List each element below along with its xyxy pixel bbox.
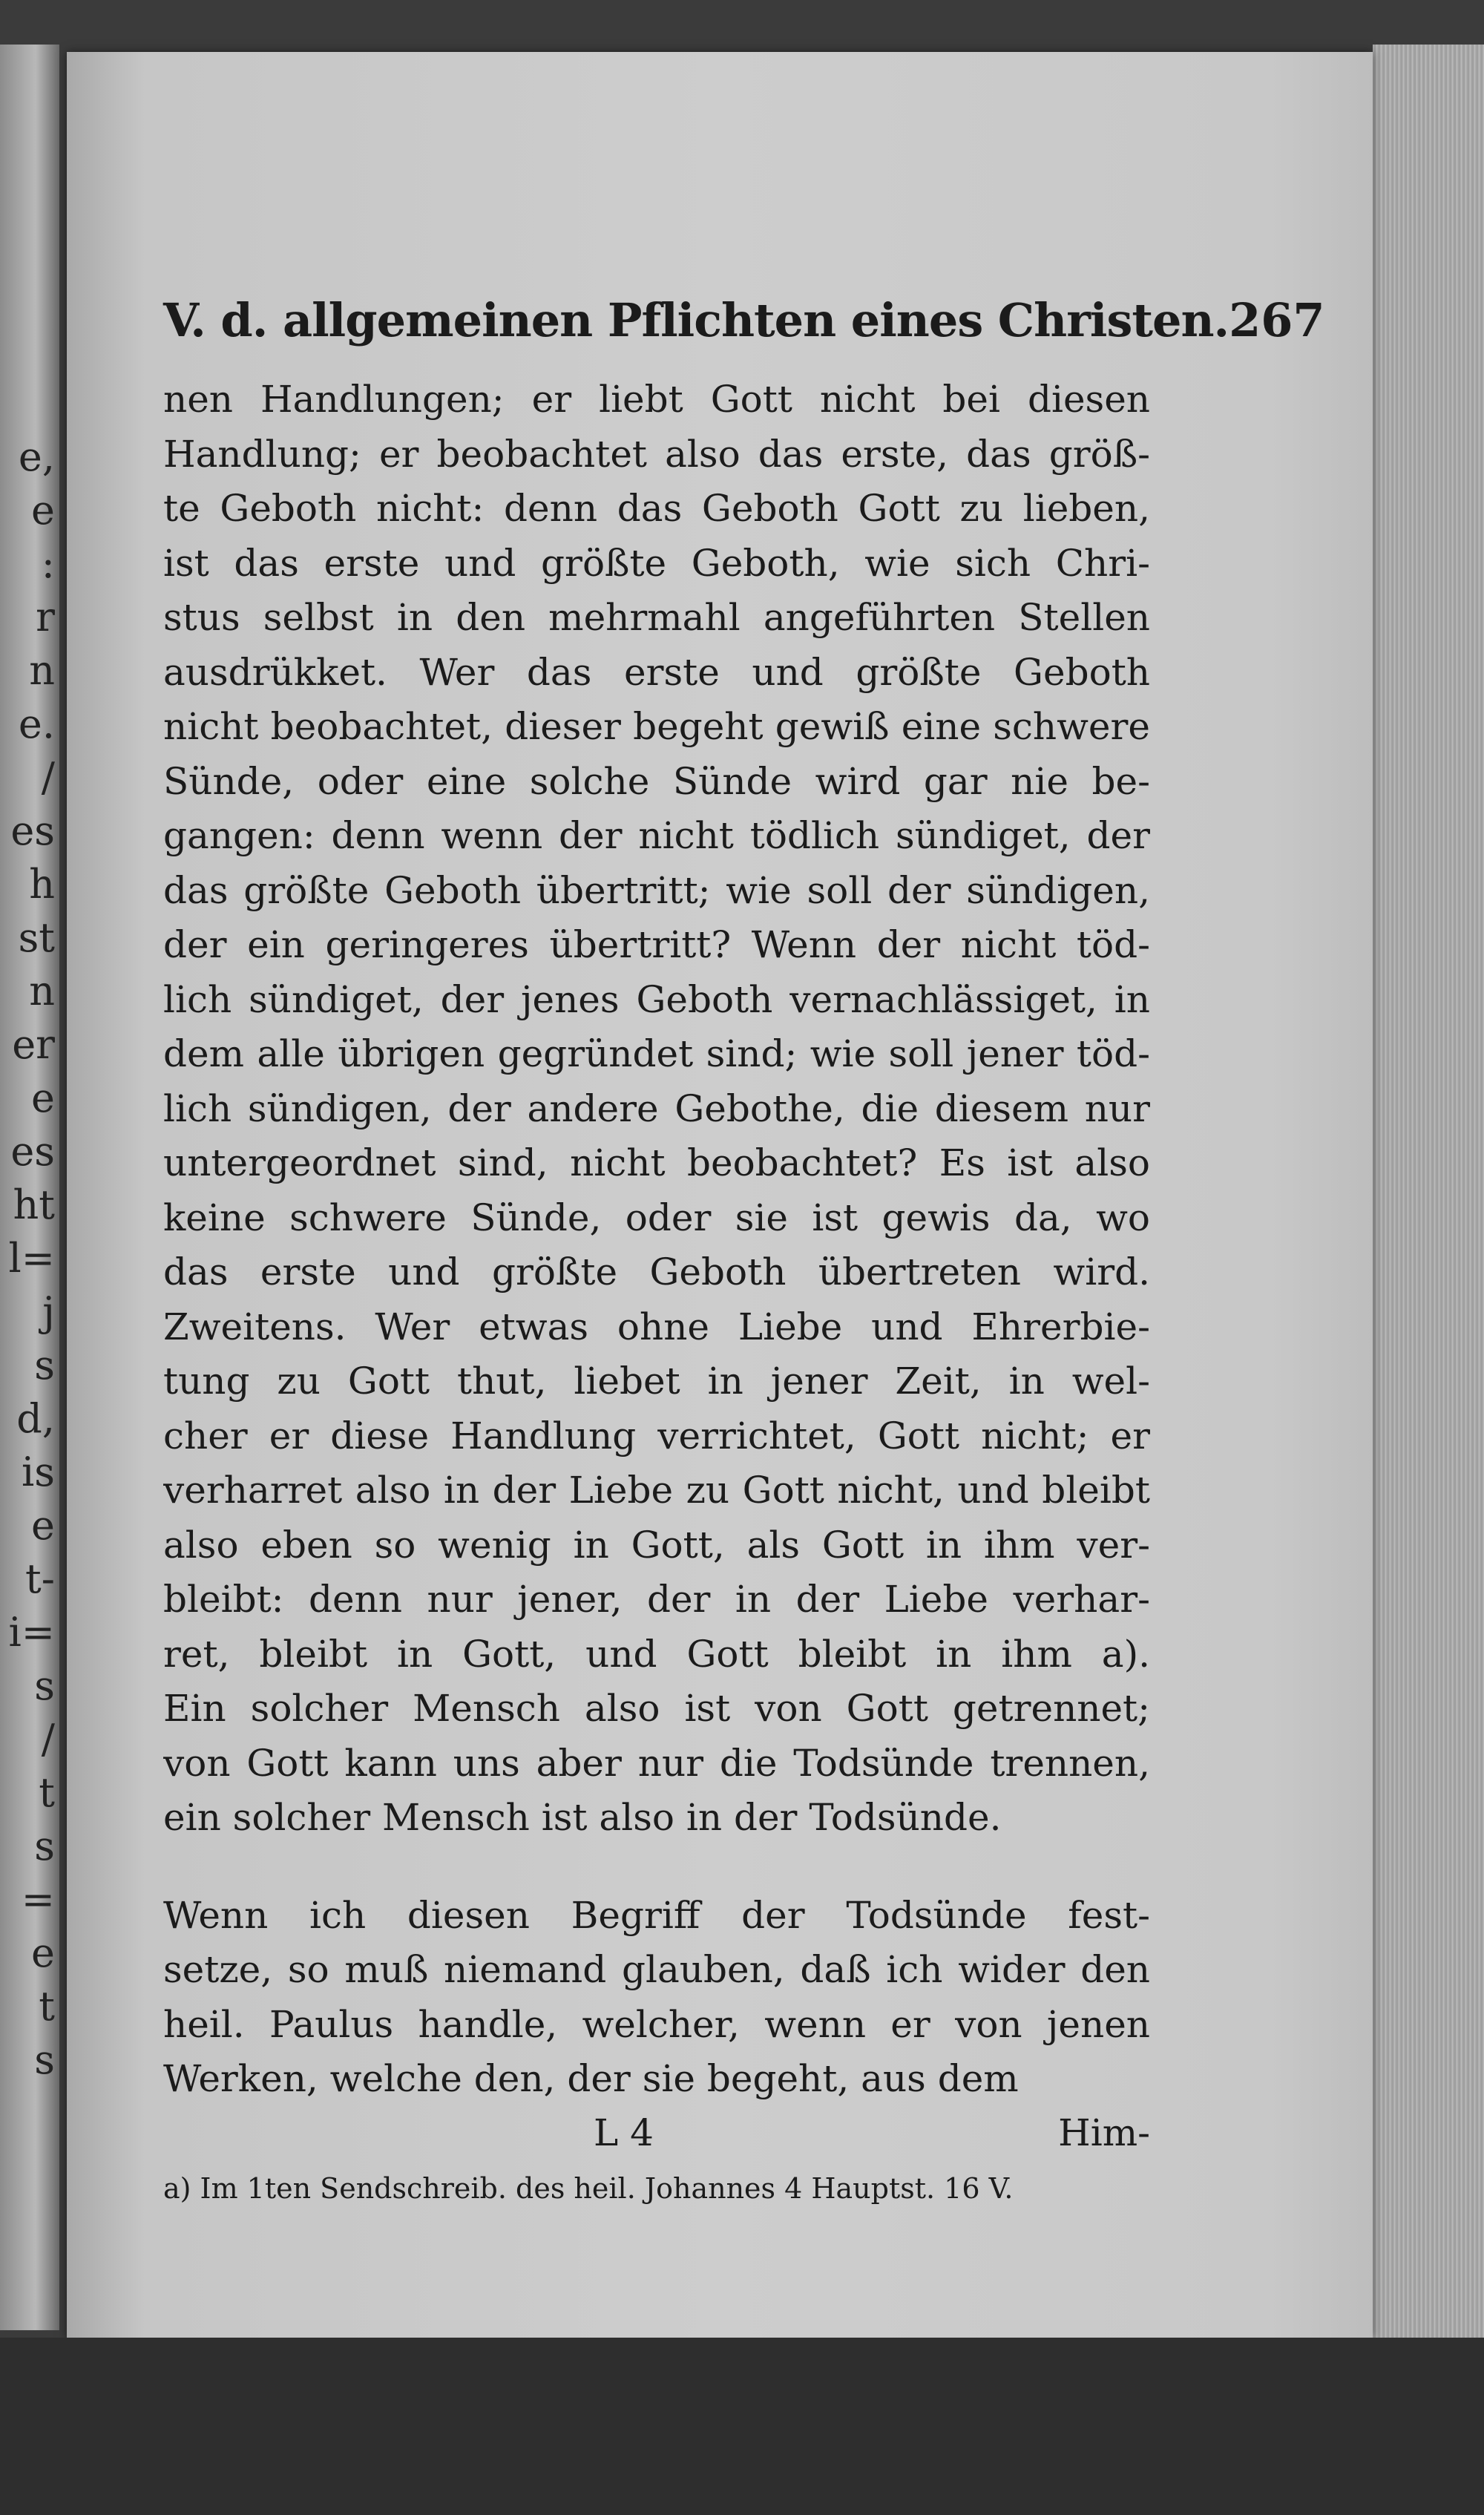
left-fragment: d, (16, 1395, 55, 1442)
text-line: cher er diese Handlung verrichtet, Gott nicht; er (163, 1414, 1150, 1457)
text-line: ist das erste und größte Geboth, wie sich Chri- (163, 541, 1150, 585)
left-fragment: s (34, 2036, 55, 2083)
footnote: a) Im 1ten Sendschreib. des heil. Johannes 4 Hauptst. 16 V. (163, 2171, 1014, 2205)
text-line: der ein geringeres übertritt? Wenn der nicht töd- (163, 923, 1150, 966)
left-page-edge (0, 45, 59, 2330)
left-page-fragments (0, 430, 59, 2087)
text-line: te Geboth nicht: denn das Geboth Gott zu lieben, (163, 487, 1150, 530)
left-fragment: s (34, 1823, 55, 1869)
text-line: stus selbst in den mehrmahl angeführten Stellen (163, 596, 1150, 639)
text-line: ret, bleibt in Gott, und Gott bleibt in ihm a). (163, 1632, 1150, 1676)
left-fragment: i= (8, 1609, 55, 1656)
text-line: heil. Paulus handle, welcher, wenn er von jenen (163, 2002, 1150, 2046)
paragraph-gap (163, 1846, 1150, 1889)
left-fragment: s (34, 1662, 55, 1709)
left-fragment: l= (8, 1235, 55, 1282)
text-line: Zweitens. Wer etwas ohne Liebe und Ehrerbie- (163, 1305, 1150, 1348)
left-fragment: er (12, 1021, 55, 1068)
text-line: Sünde, oder eine solche Sünde wird gar nie be- (163, 759, 1150, 803)
left-fragment: ht (13, 1181, 55, 1228)
text-line: das erste und größte Geboth übertreten wird. (163, 1250, 1150, 1293)
left-fragment: e, (18, 433, 55, 480)
left-fragment: j (42, 1288, 55, 1335)
left-fragment: e (31, 1929, 55, 1976)
left-fragment: n (29, 968, 55, 1014)
text-line: ausdrükket. Wer das erste und größte Geboth (163, 650, 1150, 694)
left-fragment: t (39, 1983, 55, 2030)
paragraph-2 (163, 1889, 1150, 2107)
text-line: nicht beobachtet, dieser begeht gewiß eine schwere (163, 705, 1150, 748)
text-line: setze, so muß niemand glauben, daß ich wider den (163, 1948, 1150, 1991)
left-fragment: t (39, 1769, 55, 1816)
left-fragment: st (18, 914, 55, 961)
text-line: gangen: denn wenn der nicht tödlich sündiget, der (163, 814, 1150, 857)
signature-mark: L 4 (594, 2111, 654, 2154)
text-line: lich sündigen, der andere Gebothe, die diesem nur (163, 1086, 1150, 1130)
left-fragment: e (31, 1502, 55, 1549)
page-footer (163, 2107, 1150, 2159)
left-fragment: / (41, 1716, 55, 1763)
left-fragment: / (41, 754, 55, 801)
left-fragment: r (36, 594, 55, 640)
text-line: nen Handlungen; er liebt Gott nicht bei diesen (163, 378, 1150, 421)
text-line: Ein solcher Mensch also ist von Gott getrennet; (163, 1687, 1150, 1730)
left-fragment: n (29, 647, 55, 694)
left-fragment: e (31, 1075, 55, 1121)
text-line: keine schwere Sünde, oder sie ist gewis da, wo (163, 1196, 1150, 1239)
text-line: verharret also in der Liebe zu Gott nicht, und bleibt (163, 1469, 1150, 1512)
left-fragment: h (29, 861, 55, 908)
left-fragment: is (22, 1449, 55, 1495)
left-fragment: es (10, 1128, 55, 1175)
text-line: tung zu Gott thut, liebet in jener Zeit, in wel- (163, 1360, 1150, 1403)
text-line: von Gott kann uns aber nur die Todsünde trennen, (163, 1741, 1150, 1785)
text-line: das größte Geboth übertritt; wie soll der sündigen, (163, 868, 1150, 912)
page-stack-edge (1373, 45, 1484, 2360)
left-fragment: e (31, 487, 55, 534)
text-line: dem alle übrigen gegründet sind; wie soll jener töd- (163, 1032, 1150, 1075)
text-line: also eben so wenig in Gott, als Gott in ihm ver- (163, 1523, 1150, 1567)
text-line: bleibt: denn nur jener, der in der Liebe verhar- (163, 1578, 1150, 1621)
text-line: Wenn ich diesen Begriff der Todsünde fest- (163, 1893, 1150, 1937)
left-fragment: e. (18, 701, 55, 747)
left-fragment: = (21, 1876, 55, 1923)
left-fragment: : (41, 540, 55, 587)
catchword: Him- (1058, 2111, 1150, 2154)
page-text (163, 293, 1325, 2211)
running-header (163, 293, 1325, 347)
paragraph-1 (163, 373, 1150, 1846)
page-number: 267 (1229, 293, 1325, 347)
header-title: V. d. allgemeinen Pflichten eines Christen. (163, 293, 1229, 347)
left-fragment: es (10, 807, 55, 854)
text-line: untergeordnet sind, nicht beobachtet? Es ist also (163, 1141, 1150, 1184)
left-fragment: t- (25, 1555, 55, 1602)
text-line: lich sündiget, der jenes Geboth vernachlässiget, in (163, 977, 1150, 1021)
left-fragment: s (34, 1342, 55, 1388)
background-shadow (0, 2338, 1484, 2515)
text-line: Werken, welche den, der sie begeht, aus dem (163, 2057, 1019, 2100)
text-line: ein solcher Mensch ist also in der Todsünde. (163, 1796, 1002, 1839)
text-line: Handlung; er beobachtet also das erste, das größ- (163, 432, 1150, 476)
